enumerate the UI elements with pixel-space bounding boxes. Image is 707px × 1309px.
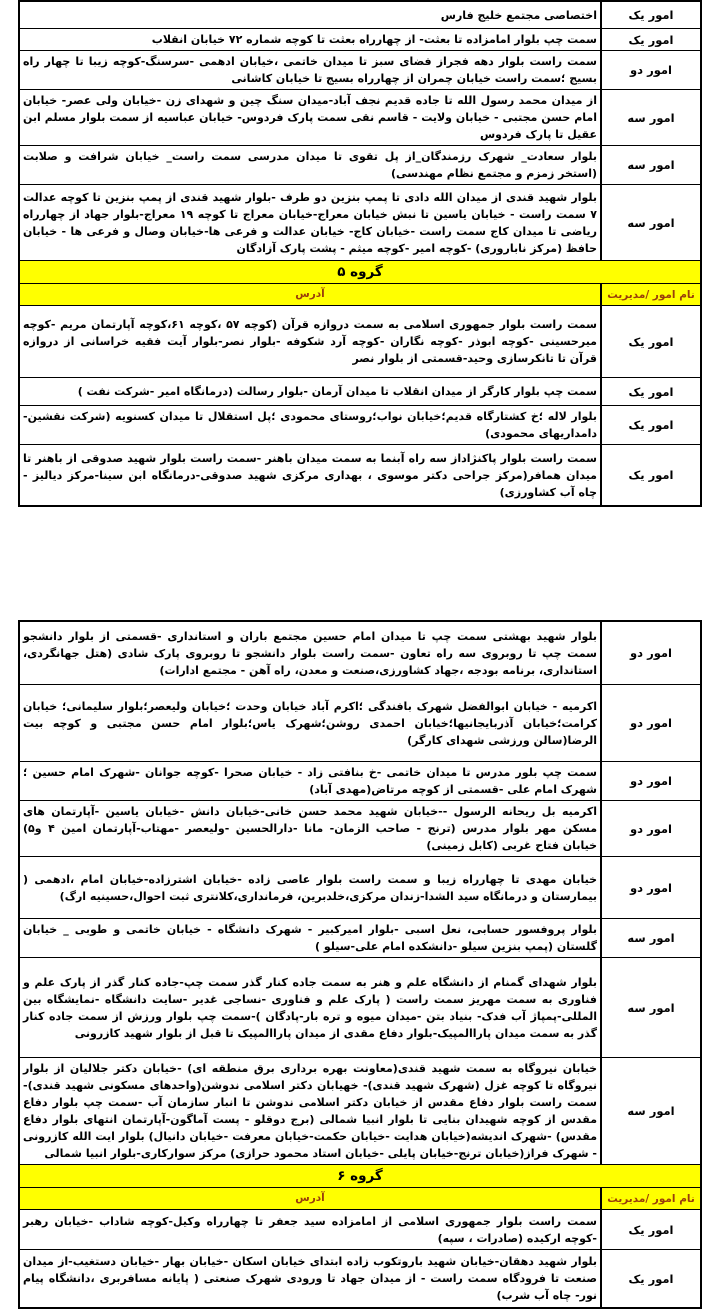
address-text: سمت راست بلوار پاکنژاداز سه راه آبنما به سمت میدان باهنر -سمت راست بلوار شهید صدوقی از باهنر تا میدان همافر(مرکز جراحی دکتر موسوی ، بهداری مرکزی شهید صدوقی-درمانگاه ابن سینا-مرکز دیالیز - چاه آب کشاورزی) — [23, 451, 597, 499]
table-row — [20, 184, 700, 260]
name-column-header: نام امور /مدیریت — [600, 1188, 700, 1209]
table-row — [20, 89, 700, 145]
address-text: از میدان محمد رسول الله تا جاده قدیم نجف آباد-میدان سنگ چین و شهدای زن -خیابان ولی عصر- خیابان امام حسن مجتبی - خیابان ولایت - قاسم نقی سمت پارک فردوس- خیابان عباسیه از سمت بلوار مسلم ابن عقیل تا پارک فردوس — [23, 94, 597, 141]
address-text: بلوار سعادت_ شهرک رزمندگان_از پل تقوی تا میدان مدرسی سمت راست_ خیابان شرافت و صلابت (استخر زمزم و مجتمع نظام مهندسی) — [23, 150, 597, 180]
address-cell — [20, 445, 600, 505]
group-band: گروه ۵ — [20, 260, 700, 283]
address-text: بلوار شهدای گمنام از دانشگاه علم و هنر به سمت جاده کنار گذر سمت چپ-جاده کنار گذر از پارک علم و فناوری به سمت مهریز سمت راست ( پارک علم و فناوری -نساجی غدیر -سایت دانشگاه -نمایشگاه بین المللی-پمپاژ آب فدک- بنیاد بتن -میدان میوه و تره بار-پادگان )-سمت چپ بلوار ورزش از سمت جاده کنار گذر به سمت میدان پاراالمپیک-بلوار دفاع مقدی از میدان پاراالمپیک تا قبل از بلوار شهید کازرونی — [23, 975, 597, 1040]
table-row — [20, 1249, 700, 1307]
table-row — [20, 622, 700, 684]
address-column-header: آدرس — [295, 288, 325, 300]
upper-outage-table — [18, 0, 702, 507]
affairs-label-cell: امور یک — [600, 1210, 700, 1249]
affairs-label-cell: امور یک — [600, 445, 700, 505]
address-text: سمت راست بلوار جمهوری اسلامی از امامزاده سید جعفر تا چهارراه وکیل-کوچه شاداب -خیابان رهبر -کوچه ارکیده (صادرات ، سپه) — [23, 1214, 597, 1245]
address-text: بلوار شهید قندی از میدان الله دادی تا پمپ بنزین دو طرف -بلوار شهید قندی از پمپ بنزین تا کوچه عدالت ۷ سمت راست - خیابان یاسین تا نبش خیابان معراج-خیابان معراج تا کوچه ۱۹ معراج-بلوار جهاد از چهارراه ریاضی تا میدان کاج سمت راست -خیابان کاج- خیابان عدالت و فرعی ها-خیابان وصال و فرعی ها - خیابان حافظ (مرکز ناباروری) -کوچه امیر -کوچه میثم - پشت پارک آزادگان — [23, 190, 597, 255]
address-text: اختصاصی مجتمع خلیج فارس — [440, 8, 597, 22]
affairs-label-cell: امور یک — [600, 1250, 700, 1307]
lower-outage-table — [18, 620, 702, 1309]
affairs-label-cell: امور یک — [600, 2, 700, 28]
address-cell — [20, 185, 600, 260]
address-text: بلوار پروفسور حسابی، نعل اسبی -بلوار امیرکبیر - شهرک دانشگاه - خیابان خاتمی و طوبی _ خیابان گلستان (پمپ بنزین سیلو -دانشکده امام علی-سیلو ) — [23, 923, 597, 953]
address-cell — [20, 857, 600, 918]
address-cell — [20, 919, 600, 957]
affairs-label-cell: امور دو — [600, 51, 700, 89]
address-text: اکرمیه - خیابان ابوالفضل شهرک بافندگی ؛اکرم آباد خیابان وحدت ؛خیابان ولیعصر؛بلوار سلیمانی؛ خیابان کرامت؛خیابان آذربایجانیها؛خیابان احمدی روشن؛شهرک یاس؛بلوار امام حسن مجتبی و کوچه بیت الرضا(سالن ورزشی شهدای کارگر) — [23, 699, 597, 747]
group-band: گروه ۶ — [20, 1164, 700, 1187]
column-header-row — [20, 283, 700, 305]
address-text: خیابان نیروگاه به سمت شهید قندی(معاونت بهره برداری برق منطقه ای) -خیابان دکتر جلالیان از بلوار نیروگاه تا کوچه غزل (شهرک شهید قندی)- خهیابان دکتر اسلامی ندوشن(واحدهای مسکونی شهید قندی)-سمت راست بلوار دفاع مقدس از خیابان دکتر اسلامی ندوشن تا انبار سازمان آب -سمت چپ بلوار دفاع مقدس از کوچه شهیدان بنایی تا بلوار انبیا شمالی (برج دوقلو - پست آماگون-آپارتمان انتهای بلوار دفاع مقدس) -شهرک اندیشه(خیابان هدایت -خیابان حکمت-خیابان معرفت -خیابان دانیال) بلوار ایت الله کازرونی - شهرک فراز(خیابان ترنج-خیابان پایلی -خیابان استاد محمود حرازی) مرکز سوارکاری-بلوار انبیا شمالی — [23, 1062, 597, 1160]
affairs-label-cell: امور سه — [600, 90, 700, 145]
address-cell — [20, 90, 600, 145]
table-row — [20, 405, 700, 444]
address-text: سمت راست بلوار جمهوری اسلامی به سمت دروازه قرآن (کوچه ۵۷ ،کوچه ۶۱،کوچه آپارتمان مریم -کوچه میرحسینی -کوچه ابوذر -کوچه نگاران -کوچه آرد شکوفه -بلوار نصر-بلوار آیت فقیه خراسانی از دروازه قرآن تا تانکرسازی وحید-قسمتی از بلوار نصر — [23, 318, 597, 365]
table-row — [20, 918, 700, 957]
address-cell — [20, 1250, 600, 1307]
address-cell — [20, 762, 600, 800]
address-text: سمت راست بلوار دهه فجراز فضای سبز تا میدان خاتمی ،خیابان ادهمی -سرسنگ-کوچه زیبا تا چهار راه بسیج ؛سمت راست خیابان چمران از چهارراه بسیج تا خیابان کاشانی — [23, 55, 597, 85]
address-text: اکرمیه بل ریحانه الرسول --خیابان شهید محمد حسن خانی-خیابان دانش -خیابان یاسین -آپارتمان های مسکن مهر بلوار مدرس (ترنج - صاحب الزمان- مانا -دارالحسین -ولیعصر -مهتاب-آپارتمان امین ۴ و۵) خیابان فتاح غربی (کابل زمینی) — [23, 805, 598, 852]
table-row — [20, 1209, 700, 1249]
address-text: سمت چپ بلور مدرس تا میدان خاتمی -خ بنافتی زاد - خیابان صحرا -کوچه جوانان -شهرک امام حسین ؛شهرک امام علی -قسمتی از کوچه مرتاض(مهدی آباد) — [23, 766, 597, 796]
address-text: سمت چپ بلوار کارگر از میدان انقلاب تا میدان آرمان -بلوار رسالت (درمانگاه امیر -شرکت نفت ) — [77, 385, 597, 398]
address-cell — [20, 1210, 600, 1249]
affairs-label-cell: امور سه — [600, 146, 700, 184]
address-cell — [20, 378, 600, 405]
affairs-label-cell: امور یک — [600, 306, 700, 377]
address-cell — [20, 622, 600, 684]
affairs-label-cell: امور سه — [600, 185, 700, 260]
affairs-label-cell: امور دو — [600, 801, 700, 856]
table-row — [20, 684, 700, 761]
table-row — [20, 28, 700, 50]
address-cell — [20, 801, 600, 856]
address-text: بلوار شهید دهقان-خیابان شهید باروتکوب زاده ابتدای خیابان اسکان -خیابان بهار -خیابان دستغیب-از میدان صنعت تا فرودگاه سمت راست - از میدان جهاد تا ورودی شهرک صنعتی ( پایانه مسافربری ،دانشگاه پیام نور- چاه آب شرب) — [23, 1255, 597, 1302]
table-row — [20, 50, 700, 89]
affairs-label-cell: امور سه — [600, 919, 700, 957]
address-column-header: آدرس — [295, 1192, 325, 1204]
address-cell — [20, 306, 600, 377]
address-cell — [20, 1058, 600, 1164]
table-row — [20, 145, 700, 184]
table-row — [20, 800, 700, 856]
table-row — [20, 444, 700, 505]
affairs-label-cell: امور دو — [600, 622, 700, 684]
affairs-label-cell: امور دو — [600, 857, 700, 918]
table-row — [20, 957, 700, 1057]
address-cell — [20, 958, 600, 1057]
affairs-label-cell: امور دو — [600, 685, 700, 761]
table-row — [20, 1057, 700, 1164]
address-text: سمت چپ بلوار امامزاده تا بعثت- از چهارراه بعثت تا کوچه شماره ۷۲ خیابان انقلاب — [151, 33, 597, 46]
address-cell — [20, 406, 600, 444]
address-text: بلوار شهید بهشتی سمت چپ تا میدان امام حسین مجتمع باران و استانداری -قسمتی از بلوار دانشجو سمت چپ تا روبروی سه راه تعاون -سمت راست بلوار دانشجو تا روبروی پارک شادی (هتل جهانگردی، استانداری، برنامه بودجه ،جهاد کشاورزی،صنعت و معدن، راه آهن - مجتمع ادارات) — [23, 629, 597, 677]
affairs-label-cell: امور یک — [600, 29, 700, 50]
address-cell — [20, 146, 600, 184]
affairs-label-cell: امور یک — [600, 378, 700, 405]
affairs-label-cell: امور سه — [600, 958, 700, 1057]
address-text: خیابان مهدی تا چهارراه زیبا و سمت راست بلوار عاصی زاده -خیابان اشترزاده-خیابان امام ،ادهمی ( بیمارستان و درمانگاه سید الشدا-زندان مرکزی،خلدبرین، فرمانداری،کلانتری ثبت احوال،حسینیه ارگ) — [23, 872, 597, 903]
address-cell — [20, 51, 600, 89]
table-row — [20, 2, 700, 28]
address-cell — [20, 2, 600, 28]
address-text: بلوار لاله ؛خ کشتارگاه قدیم؛خیابان نواب؛روستای محمودی ؛پل استقلال تا میدان کسنویه (شرکت نقشین-دامداریهای محمودی) — [23, 410, 597, 440]
table-row — [20, 377, 700, 405]
column-header-row — [20, 1187, 700, 1209]
affairs-label-cell: امور دو — [600, 762, 700, 800]
address-cell — [20, 29, 600, 50]
affairs-label-cell: امور سه — [600, 1058, 700, 1164]
affairs-label-cell: امور یک — [600, 406, 700, 444]
name-column-header: نام امور /مدیریت — [600, 284, 700, 305]
table-row — [20, 761, 700, 800]
table-row — [20, 305, 700, 377]
table-row — [20, 856, 700, 918]
address-cell — [20, 685, 600, 761]
